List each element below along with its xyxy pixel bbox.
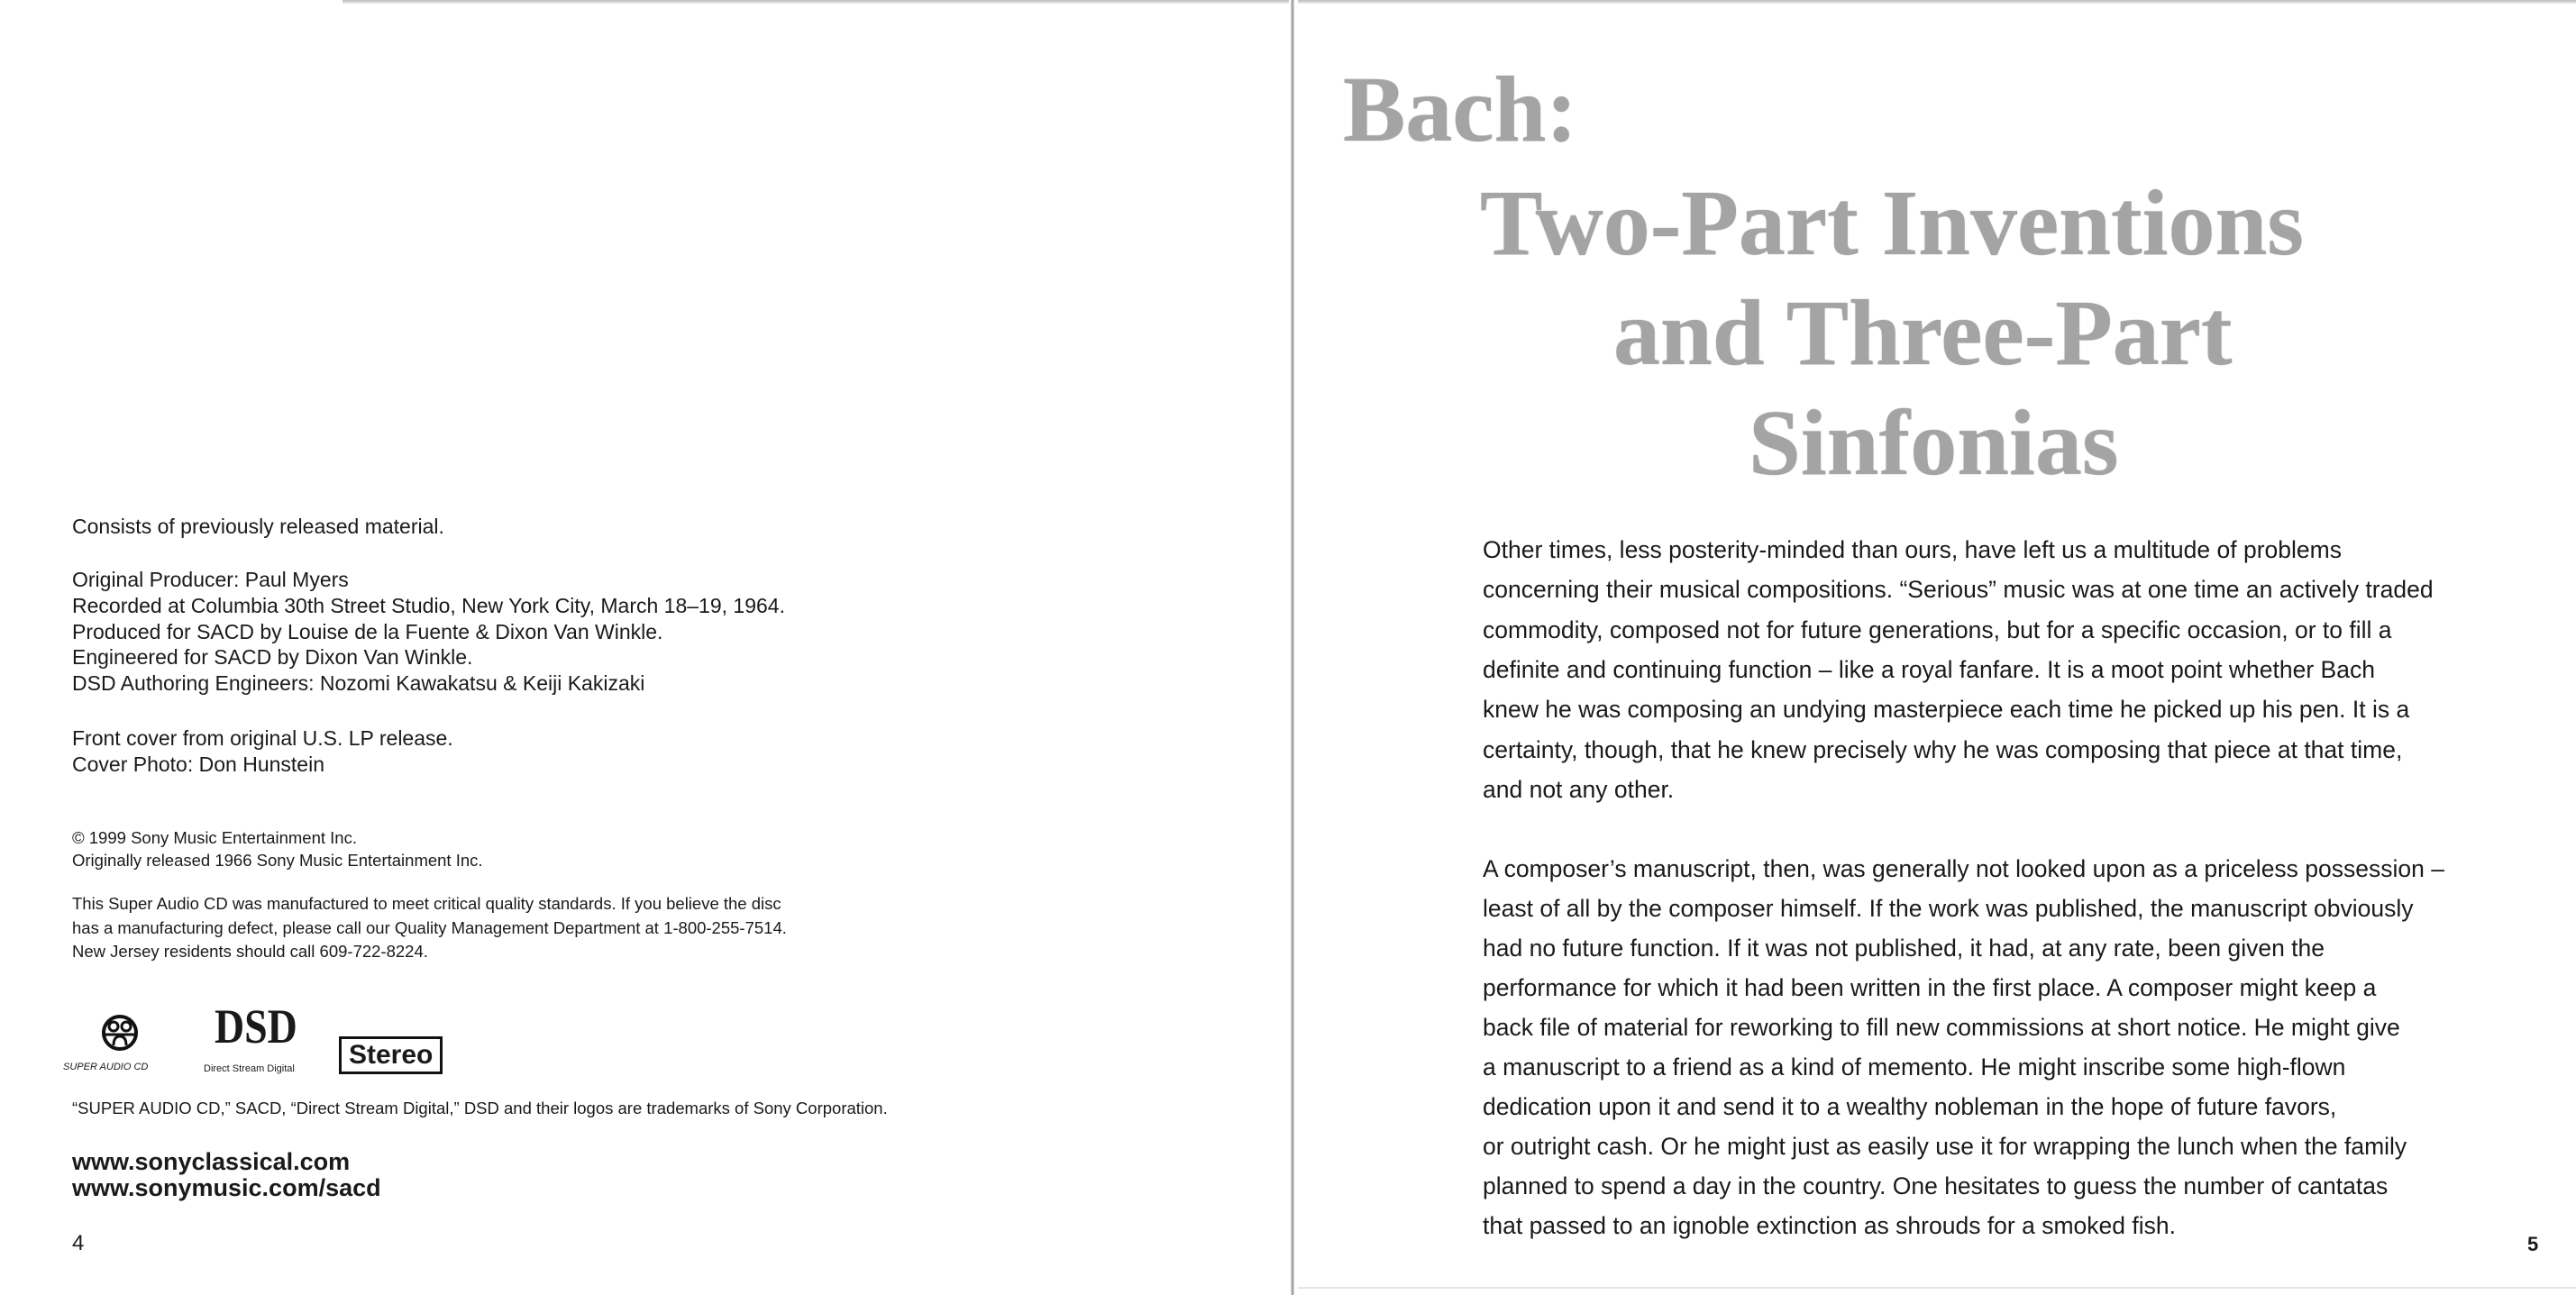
quality-notice-line: New Jersey residents should call 609-722-8224. [72,942,428,961]
paragraph-line: concerning their musical compositions. “Serious” music was at one time an actively traded [1483,576,2434,604]
copyright-line: Originally released 1966 Sony Music Entertainment Inc. [72,851,483,870]
page-gutter [1291,0,1294,1295]
credit-line: Engineered for SACD by Dixon Van Winkle. [72,645,473,670]
sacd-caption: SUPER AUDIO CD [63,1062,149,1072]
sacd-disc-icon [101,1011,139,1054]
paragraph-line: performance for which it had been written in the first place. A composer might keep a [1483,974,2377,1001]
credit-line: DSD Authoring Engineers: Nozomi Kawakatsu & Keiji Kakizaki [72,671,645,696]
cover-credit-line: Front cover from original U.S. LP release. [72,726,453,750]
page-number: 5 [2527,1233,2539,1255]
sacd-logo [101,1011,139,1059]
paragraph-line: and not any other. [1483,775,1675,803]
paragraph-line: had no future function. If it was not published, it had, at any rate, been given the [1483,935,2325,962]
paragraph-line: Other times, less posterity-minded than ours, have left us a multitude of problems [1483,536,2342,563]
paragraph-line: dedication upon it and send it to a wealthy nobleman in the hope of future favors, [1483,1093,2337,1120]
paragraph-line: commodity, composed not for future generations, but for a specific occasion, or to fill a [1483,616,2392,643]
title-line: Sinfonias [1749,391,2119,495]
cover-credit-line: Cover Photo: Don Hunstein [72,752,324,776]
paragraph-line: or outright cash. Or he might just as easily use it for wrapping the lunch when the family [1483,1133,2407,1160]
credit-line: Original Producer: Paul Myers [72,568,349,591]
paragraph-line: back file of material for reworking to fill new commissions at short notice. He might give [1483,1014,2400,1041]
dsd-caption: Direct Stream Digital [204,1063,295,1074]
dsd-logo: DSD [215,999,297,1053]
paragraph-line: a manuscript to a friend as a kind of memento. He might inscribe some high-flown [1483,1053,2346,1081]
paragraph-line: planned to spend a day in the country. One hesitates to guess the number of cantatas [1483,1172,2389,1199]
paragraph-line: that passed to an ignoble extinction as shrouds for a smoked fish. [1483,1212,2176,1239]
title-line: Bach: [1343,58,1577,161]
credit-line: Produced for SACD by Louise de la Fuente & Dixon Van Winkle. [72,619,663,643]
website-link[interactable]: www.sonyclassical.com [72,1148,351,1175]
quality-notice-line: has a manufacturing defect, please call our Quality Management Department at 1-800-255-7514. [72,917,787,937]
paragraph-line: certainty, though, that he knew precisely why he was composing that piece at that time, [1483,735,2403,763]
paragraph-line: A composer’s manuscript, then, was generally not looked upon as a priceless possession – [1483,855,2444,882]
paragraph-line: definite and continuing function – like a royal fanfare. It is a moot point whether Bach [1483,655,2375,683]
copyright-line: © 1999 Sony Music Entertainment Inc. [72,828,357,847]
page-number: 4 [72,1231,85,1255]
page-edge [343,0,1289,4]
quality-notice-line: This Super Audio CD was manufactured to meet critical quality standards. If you believe the disc [72,894,781,913]
credit-line: Recorded at Columbia 30th Street Studio, New York City, March 18–19, 1964. [72,593,785,617]
trademark-notice: “SUPER AUDIO CD,” SACD, “Direct Stream Digital,” DSD and their logos are trademarks of Sony Corporation. [72,1099,888,1117]
paragraph-line: knew he was composing an undying masterpiece each time he picked up his pen. It is a [1483,696,2410,724]
page-edge [1298,1287,2576,1289]
paragraph-line: least of all by the composer himself. If the work was published, the manuscript obviously [1483,895,2414,922]
release-note: Consists of previously released material. [72,515,444,538]
stereo-badge: Stereo [339,1036,443,1074]
page-edge [1298,0,2576,4]
title-line: and Three-Part [1613,281,2233,385]
website-link[interactable]: www.sonymusic.com/sacd [72,1174,381,1201]
title-line: Two-Part Inventions [1480,171,2304,275]
